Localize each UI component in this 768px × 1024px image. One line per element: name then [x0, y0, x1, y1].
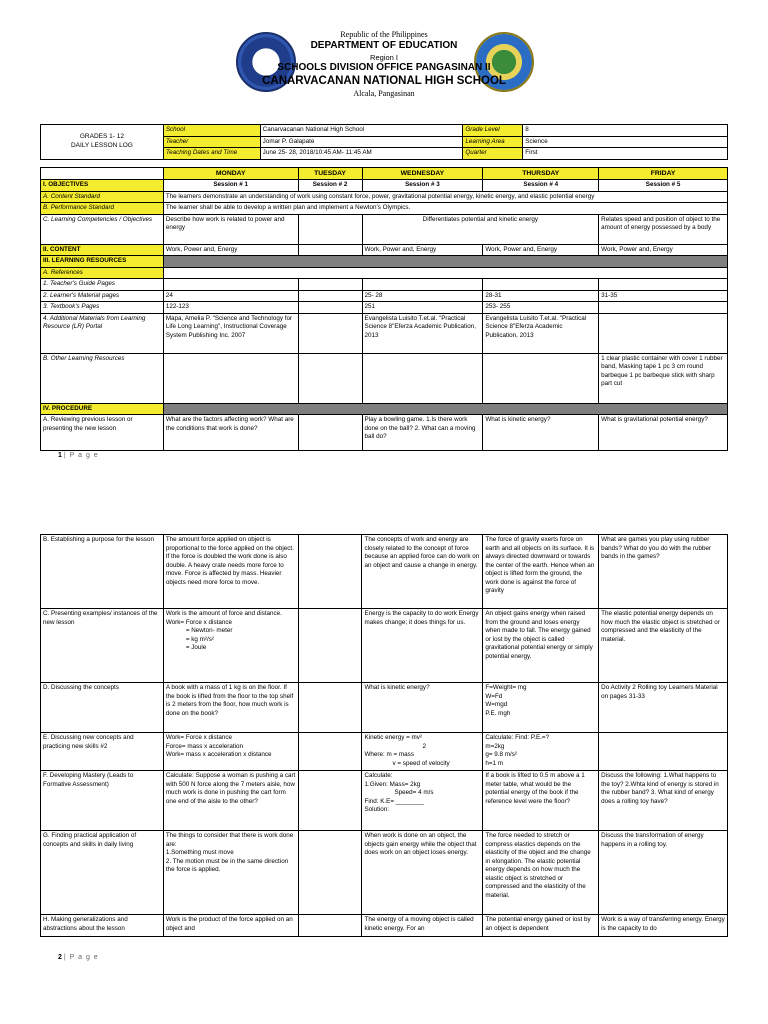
- procedure-d-thursday-line: W=Fd: [485, 692, 503, 700]
- quarter-value: First: [523, 148, 728, 160]
- school-label: School: [163, 125, 260, 137]
- procedure-a-thursday: What is kinetic energy?: [483, 415, 599, 451]
- page-word-2: | P a g e: [63, 954, 99, 961]
- procedure-f-thursday: If a book is lifted to 0.5 m above a 1 meter table, what would be the potential energy of the book if the reference level were the floor?: [483, 771, 599, 831]
- procedure-c-monday-line: = Joule: [185, 644, 207, 651]
- page-number-1: 1: [58, 452, 62, 459]
- resources-heading: III. LEARNING RESOURCES: [41, 256, 164, 268]
- procedure-f-wednesday-line: Speed= 4 m/s: [394, 789, 434, 796]
- procedure-c-wednesday: Energy is the capacity to do work Energy makes change; it does things for us.: [362, 609, 483, 683]
- procedure-d-thursday: [483, 683, 599, 733]
- procedure-g-monday-line: The things to consider that there is work done are:: [165, 832, 294, 848]
- procedure-a-wednesday: Play a bowling game. 1.Is there work done on the ball? 2. What can a moving ball do?: [362, 415, 483, 451]
- page-footer-1: [58, 452, 99, 459]
- session-1: Session # 1: [163, 180, 298, 192]
- competencies-tuesday: [298, 214, 362, 244]
- procedure-c-monday: [163, 609, 298, 683]
- grade-level-label: Grade Level: [463, 125, 523, 137]
- content-wednesday: Work, Power and, Energy: [362, 244, 483, 256]
- corner-cell: [41, 168, 164, 180]
- other-resources-label: B. Other Learning Resources: [41, 353, 164, 403]
- page-footer-2: [58, 954, 99, 961]
- session-3: Session # 3: [362, 180, 483, 192]
- learners-material-friday: 31-35: [599, 290, 728, 302]
- day-tuesday: TUESDAY: [298, 168, 362, 180]
- procedure-g-label: G. Finding practical application of concepts and skills in daily living: [41, 831, 164, 915]
- procedure-b-wednesday: The concepts of work and energy are closely related to the concept of force because an applied force can do work on an object and cause a change in energy.: [362, 535, 483, 609]
- content-friday: Work, Power and, Energy: [599, 244, 728, 256]
- session-2: Session # 2: [298, 180, 362, 192]
- procedure-c-monday-line: = Newton- meter: [185, 627, 233, 634]
- procedure-g-monday-line: 1.Something must move: [165, 849, 234, 856]
- additional-materials-thursday: Evangelista Luisito T.et.al. "Practical Science 8"Eferza Academic Publication, 2013: [483, 313, 599, 353]
- learning-area-value: Science: [523, 136, 728, 148]
- procedure-c-label: C. Presenting examples/ instances of the new lesson: [41, 609, 164, 683]
- table-row: [41, 313, 728, 353]
- additional-materials-label: 4. Additional Materials from Learning Resource (LR) Portal: [41, 313, 164, 353]
- procedure-e-monday-line: Work= mass x acceleration x distance: [165, 751, 272, 758]
- session-5: Session # 5: [599, 180, 728, 192]
- procedure-b-thursday: The force of gravity exerts force on earth and all objects on its surface. It is always directed downward or towards the center of the earth. Hence when an object is lifted form the ground, the work done is against the force of gravity: [483, 535, 599, 609]
- procedure-f-wednesday-line: Find: K.E= ________: [364, 797, 424, 805]
- procedure-g-monday: [163, 831, 298, 915]
- table-row: [41, 831, 728, 915]
- content-monday: Work, Power and, Energy: [163, 244, 298, 256]
- day-thursday: THURSDAY: [483, 168, 599, 180]
- procedure-heading: IV. PROCEDURE: [41, 403, 164, 415]
- procedure-e-monday-line: Force= mass x acceleration: [165, 742, 243, 750]
- learners-material-wednesday: 25- 28: [362, 290, 483, 302]
- school-address: Alcala, Pangasinan: [353, 88, 415, 98]
- table-row: [41, 609, 728, 683]
- procedure-f-wednesday-line: 1.Given: Mass= 2kg: [364, 780, 421, 788]
- procedure-h-wednesday: The energy of a moving object is called kinetic energy. For an: [362, 915, 483, 937]
- table-row: [41, 279, 728, 291]
- procedure-e-thursday-line: Calculate: Find: P.E.=?: [485, 734, 550, 741]
- procedure-e-wednesday-line: Kinetic energy = mv²: [364, 734, 423, 741]
- procedure-d-friday: Do Activity 2 Rolling toy Learners Material on pages 31-33: [599, 683, 728, 733]
- republic-text: Republic of the Philippines: [340, 30, 428, 39]
- day-friday: FRIDAY: [599, 168, 728, 180]
- table-row: [41, 403, 728, 415]
- learners-material-thursday: 28-31: [483, 290, 599, 302]
- table-row: [41, 915, 728, 937]
- table-row: [41, 535, 728, 609]
- procedure-f-monday: Calculate: Suppose a woman is pushing a cart with 500 N force along the 7 meters aisle, how much work is done in pushing the cart form one end of the aisle to the other?: [163, 771, 298, 831]
- procedure-h-friday: Work is a way of transferring energy. Energy is the capacity to do: [599, 915, 728, 937]
- content-standard-label: A. Content Standard: [41, 191, 164, 203]
- procedure-b-friday: What are games you play using rubber bands? What do you do with the rubber bands in the games?: [599, 535, 728, 609]
- procedure-f-wednesday-line: Calculate:: [364, 772, 393, 779]
- table-row: [41, 290, 728, 302]
- procedure-h-thursday: The potential energy gained or lost by an object is dependent: [483, 915, 599, 937]
- session-4: Session # 4: [483, 180, 599, 192]
- teacher-label: Teacher: [163, 136, 260, 148]
- day-monday: MONDAY: [163, 168, 298, 180]
- page-number-2: 2: [58, 954, 62, 961]
- table-row: [41, 683, 728, 733]
- procedure-e-label: E. Discussing new concepts and practicing new skills #2: [41, 733, 164, 771]
- procedure-e-thursday: [483, 733, 599, 771]
- dll-text: DAILY LESSON LOG: [70, 141, 133, 149]
- procedure-b-monday: The amount force applied on object is proportional to the force applied on the object. If the force is doubled the work done is also double. A heavy crate needs more force to move. Force is affected by mass. Heavier objects need more force to move.: [163, 535, 298, 609]
- table-row: [41, 415, 728, 451]
- procedure-e-monday: [163, 733, 298, 771]
- table-row: [41, 267, 728, 279]
- learning-area-label: Learning Area: [463, 136, 523, 148]
- region-text: Region I: [370, 52, 398, 62]
- competencies-monday: Describe how work is related to power and energy: [163, 214, 298, 244]
- table-row: [41, 244, 728, 256]
- content-standard-text: The learners demonstrate an understanding of work using constant force, power, gravitational potential energy, kinetic energy, and elastic potential energy: [163, 191, 727, 203]
- procedure-e-monday-line: Work= Force x distance: [165, 734, 233, 741]
- procedure-h-monday: Work is the product of the force applied on an object and: [163, 915, 298, 937]
- table-row: [41, 203, 728, 215]
- references-blank: [163, 267, 727, 279]
- table-row: [41, 733, 728, 771]
- school-value: Canarvacanan National High School: [260, 125, 463, 137]
- procedure-g-monday-line: 2. The motion must be in the same direction the force is applied.: [165, 857, 289, 873]
- textbook-label: 3. Textbook's Pages: [41, 302, 164, 314]
- lesson-table-page-1: [40, 167, 728, 451]
- objectives-heading: I. OBJECTIVES: [41, 180, 164, 192]
- table-row: [41, 214, 728, 244]
- procedure-h-label: H. Making generalizations and abstractions about the lesson: [41, 915, 164, 937]
- dll-title-cell: [41, 125, 164, 160]
- sessions-row: [41, 180, 728, 192]
- procedure-f-wednesday: [362, 771, 483, 831]
- procedure-d-label: D. Discussing the concepts: [41, 683, 164, 733]
- additional-materials-monday: Mapa, Amelia P. "Science and Technology for Life Long Learning", Instructional Coverage System Publishing Inc. 2007: [163, 313, 298, 353]
- content-thursday: Work, Power and, Energy: [483, 244, 599, 256]
- procedure-f-wednesday-line: Solution:: [364, 806, 389, 813]
- dates-value: June 25- 28, 2018/10:45 AM- 11:45 AM: [260, 148, 463, 160]
- procedure-d-thursday-line: W=mgd: [485, 701, 508, 708]
- page-gap: [0, 470, 768, 528]
- school-name: CANARVACANAN NATIONAL HIGH SCHOOL: [262, 75, 506, 88]
- procedure-c-monday-line: Work= Force x distance: [165, 618, 233, 626]
- lesson-table-page-2: [40, 534, 728, 937]
- procedure-g-wednesday: When work is done on an object, the objects gain energy while the object that does work on an object loses energy.: [362, 831, 483, 915]
- procedure-e-wednesday-line: Where: m = mass: [364, 751, 414, 758]
- performance-standard-text: The learner shall be able to develop a written plan and implement a Newton's Olympics.: [163, 203, 727, 215]
- procedure-c-thursday: An object gains energy when raised from the ground and loses energy when made to fall. The energy gained or lost by the object is called gravitational potential energy or simply potential energy.: [483, 609, 599, 683]
- procedure-g-friday: Discuss the transformation of energy happens in a rolling toy.: [599, 831, 728, 915]
- textbook-wednesday: 251: [362, 302, 483, 314]
- table-row: [41, 256, 728, 268]
- procedure-e-thursday-line: h=1 m: [485, 759, 504, 767]
- teacher-value: Jomar P. Galapate: [260, 136, 463, 148]
- page-2: [0, 528, 768, 1024]
- procedure-c-monday-line: = kg m²/s²: [185, 635, 214, 643]
- letterhead: [0, 30, 768, 99]
- procedure-e-wednesday-line: 2: [422, 742, 426, 750]
- procedure-d-thursday-line: P.E. mgh: [485, 709, 511, 717]
- learners-material-label: 2. Learner's Material pages: [41, 290, 164, 302]
- procedure-a-friday: What is gravitational potential energy?: [599, 415, 728, 451]
- content-tuesday: [298, 244, 362, 256]
- content-heading: II. CONTENT: [41, 244, 164, 256]
- table-row: [41, 191, 728, 203]
- procedure-d-wednesday: What is kinetic energy?: [362, 683, 483, 733]
- division-text: SCHOOLS DIVISION OFFICE PANGASINAN II: [277, 61, 491, 73]
- grade-level-value: 8: [523, 125, 728, 137]
- quarter-label: Quarter: [463, 148, 523, 160]
- procedure-a-monday: What are the factors affecting work? What are the conditions that work is done?: [163, 415, 298, 451]
- procedure-e-wednesday-line: v = speed of velocity: [392, 759, 450, 767]
- textbook-monday: 122-123: [163, 302, 298, 314]
- table-row: [41, 353, 728, 403]
- info-table: [40, 124, 728, 160]
- procedure-d-monday: A book with a mass of 1 kg is on the floor. If the book is lifted from the floor to the top shelf is 2 meters from the floor, how much work is done on the book?: [163, 683, 298, 733]
- competencies-wed-thu: Differentiates potential and kinetic energy: [362, 214, 599, 244]
- additional-materials-wednesday: Evangelista Luisito T.et.al. "Practical Science 8"Eferza Academic Publication, 2013: [362, 313, 483, 353]
- procedure-f-label: F. Developing Mastery (Leads to Formative Assessment): [41, 771, 164, 831]
- procedure-grey-bar: [163, 403, 727, 415]
- competencies-friday: Relates speed and position of object to the amount of energy possessed by a body: [599, 214, 728, 244]
- table-row: [41, 302, 728, 314]
- table-row: [41, 771, 728, 831]
- references-label: A. References: [41, 267, 164, 279]
- procedure-f-friday: Discuss the following: 1.What happens to the toy? 2.Whta kind of energy is stored in the rubber band? 3. What kind of energy does a rolling toy have?: [599, 771, 728, 831]
- procedure-e-wednesday: [362, 733, 483, 771]
- procedure-e-thursday-line: g= 9.8 m/s²: [485, 751, 518, 758]
- textbook-thursday: 253- 255: [483, 302, 599, 314]
- procedure-a-label: A. Reviewing previous lesson or presenting the new lesson: [41, 415, 164, 451]
- learners-material-monday: 24: [163, 290, 298, 302]
- grades-text: GRADES 1- 12: [79, 132, 124, 140]
- other-resources-friday: 1 clear plastic container with cover 1 rubber band, Masking tape 1 pc 3 cm round barbeque 1 pc barbeque stick with sharp part cut: [599, 353, 728, 403]
- teachers-guide-label: 1. Teacher's Guide Pages: [41, 279, 164, 291]
- procedure-d-thursday-line: F=Weight= mg: [485, 684, 527, 691]
- procedure-e-thursday-line: m=2kg: [485, 742, 505, 750]
- department-text: DEPARTMENT OF EDUCATION: [310, 40, 458, 51]
- page-1: [0, 0, 768, 470]
- dates-label: Teaching Dates and Time: [163, 148, 260, 160]
- procedure-g-thursday: The force needed to stretch or compress elastics depends on the elasticity of the object and the change in elongation. The elastic potential energy depends on how much the elastic object is stretched or compressed and the elasticity of the material.: [483, 831, 599, 915]
- performance-standard-label: B. Performance Standard: [41, 203, 164, 215]
- procedure-c-friday: The elastic potential energy depends on how much the elastic object is stretched or compressed and the elasticity of the material.: [599, 609, 728, 683]
- procedure-b-label: B. Establishing a purpose for the lesson: [41, 535, 164, 609]
- competencies-label: C. Learning Competencies / Objectives: [41, 214, 164, 244]
- page-word-1: | P a g e: [63, 452, 99, 459]
- days-row: [41, 168, 728, 180]
- procedure-c-monday-line: Work is the amount of force and distance.: [165, 610, 282, 617]
- day-wednesday: WEDNESDAY: [362, 168, 483, 180]
- resources-grey-bar: [163, 256, 727, 268]
